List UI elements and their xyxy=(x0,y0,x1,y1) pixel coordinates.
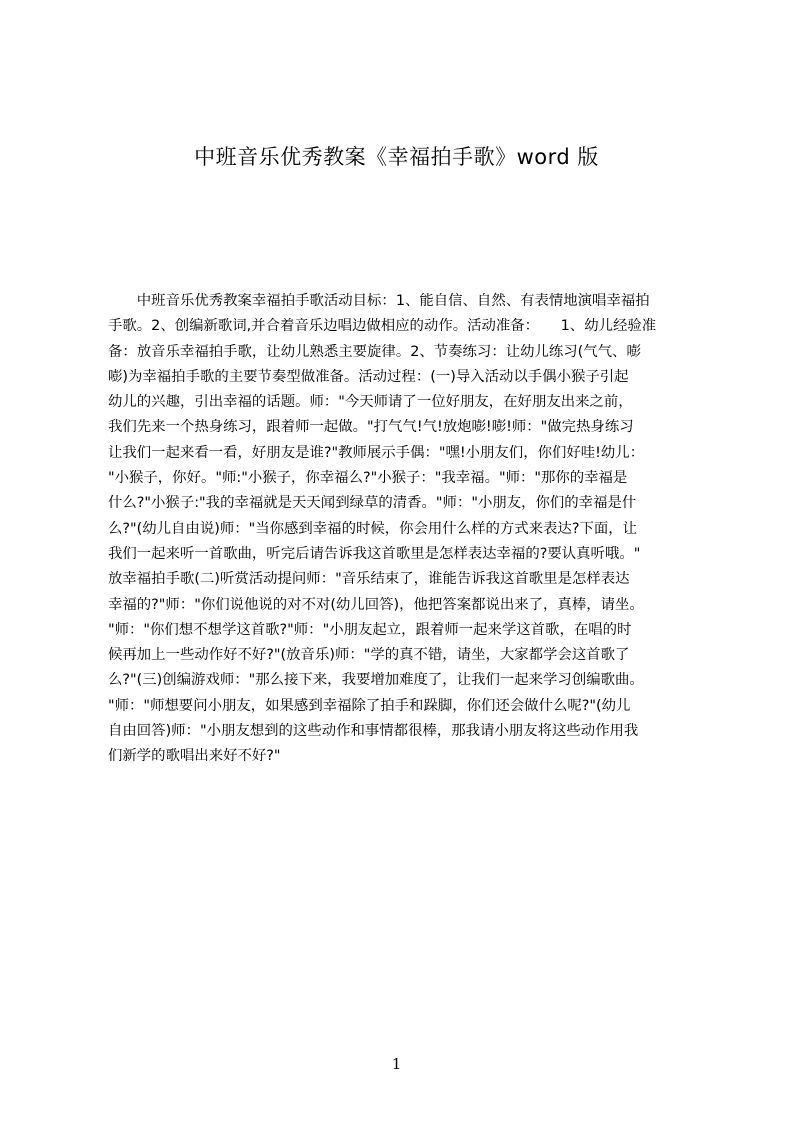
body-line: 幸福的?"师："你们说他说的对不对(幼儿回答)，他把答案都说出来了，真棒，请坐。 xyxy=(108,596,644,613)
body-line: 让我们一起来看一看，好朋友是谁?"教师展示手偶："嘿!小朋友们，你们好哇!幼儿： xyxy=(108,444,645,461)
body-line: 我们先来一个热身练习，跟着师一起做。"打气气!气!放炮嘭!嘭!师："做完热身练习 xyxy=(108,419,634,436)
body-line: 我们一起来听一首歌曲，听完后请告诉我这首歌里是怎样表达幸福的?要认真听哦。" xyxy=(108,545,641,562)
body-line: 幼儿的兴趣，引出幸福的话题。师："今天师请了一位好朋友，在好朋友出来之前， xyxy=(108,394,633,411)
body-line: 么?"(幼儿自由说)师："当你感到幸福的时候，你会用什么样的方式来表达?下面，让 xyxy=(108,520,638,537)
body-line: 们新学的歌唱出来好不好?" xyxy=(108,748,281,765)
body-line: 么?"(三)创编游戏师："那么接下来，我要增加难度了，让我们一起来学习创编歌曲。 xyxy=(108,672,644,689)
page-number: 1 xyxy=(391,1055,402,1073)
body-line: "小猴子，你好。"师:"小猴子，你幸福么?"小猴子："我幸福。"师："那你的幸福是 xyxy=(108,470,628,487)
document-title: 中班音乐优秀教案《幸福拍手歌》word 版 xyxy=(194,145,599,169)
body-line: 手歌。2、创编新歌词,并合着音乐边唱边做相应的动作。活动准备： 1、幼儿经验准 xyxy=(108,318,657,335)
document-body xyxy=(108,289,700,770)
body-line: 自由回答)师："小朋友想到的这些动作和事情都很棒，那我请小朋友将这些动作用我 xyxy=(108,723,639,740)
body-line: 嘭)为幸福拍手歌的主要节奏型做准备。活动过程：(一)导入活动以手偶小猴子引起 xyxy=(108,368,629,385)
body-line: 什么?"小猴子:"我的幸福就是天天闻到绿草的清香。"师："小朋友，你们的幸福是什 xyxy=(108,495,637,512)
body-line: "师："你们想不想学这首歌?"师："小朋友起立，跟着师一起来学这首歌，在唱的时 xyxy=(108,621,632,638)
body-line: 备：放音乐幸福拍手歌，让幼儿熟悉主要旋律。2、节奏练习：让幼儿练习(气气、嘭 xyxy=(108,343,641,360)
body-line: 放幸福拍手歌(二)听赏活动提问师："音乐结束了，谁能告诉我这首歌里是怎样表达 xyxy=(108,571,630,588)
body-line: 候再加上一些动作好不好?"(放音乐)师："学的真不错，请坐，大家都学会这首歌了 xyxy=(108,647,630,664)
body-line: 中班音乐优秀教案幸福拍手歌活动目标：1、能自信、自然、有表情地演唱幸福拍 xyxy=(108,293,650,309)
body-line: "师："师想要问小朋友，如果感到幸福除了拍手和跺脚，你们还会做什么呢?"(幼儿 xyxy=(108,697,631,714)
